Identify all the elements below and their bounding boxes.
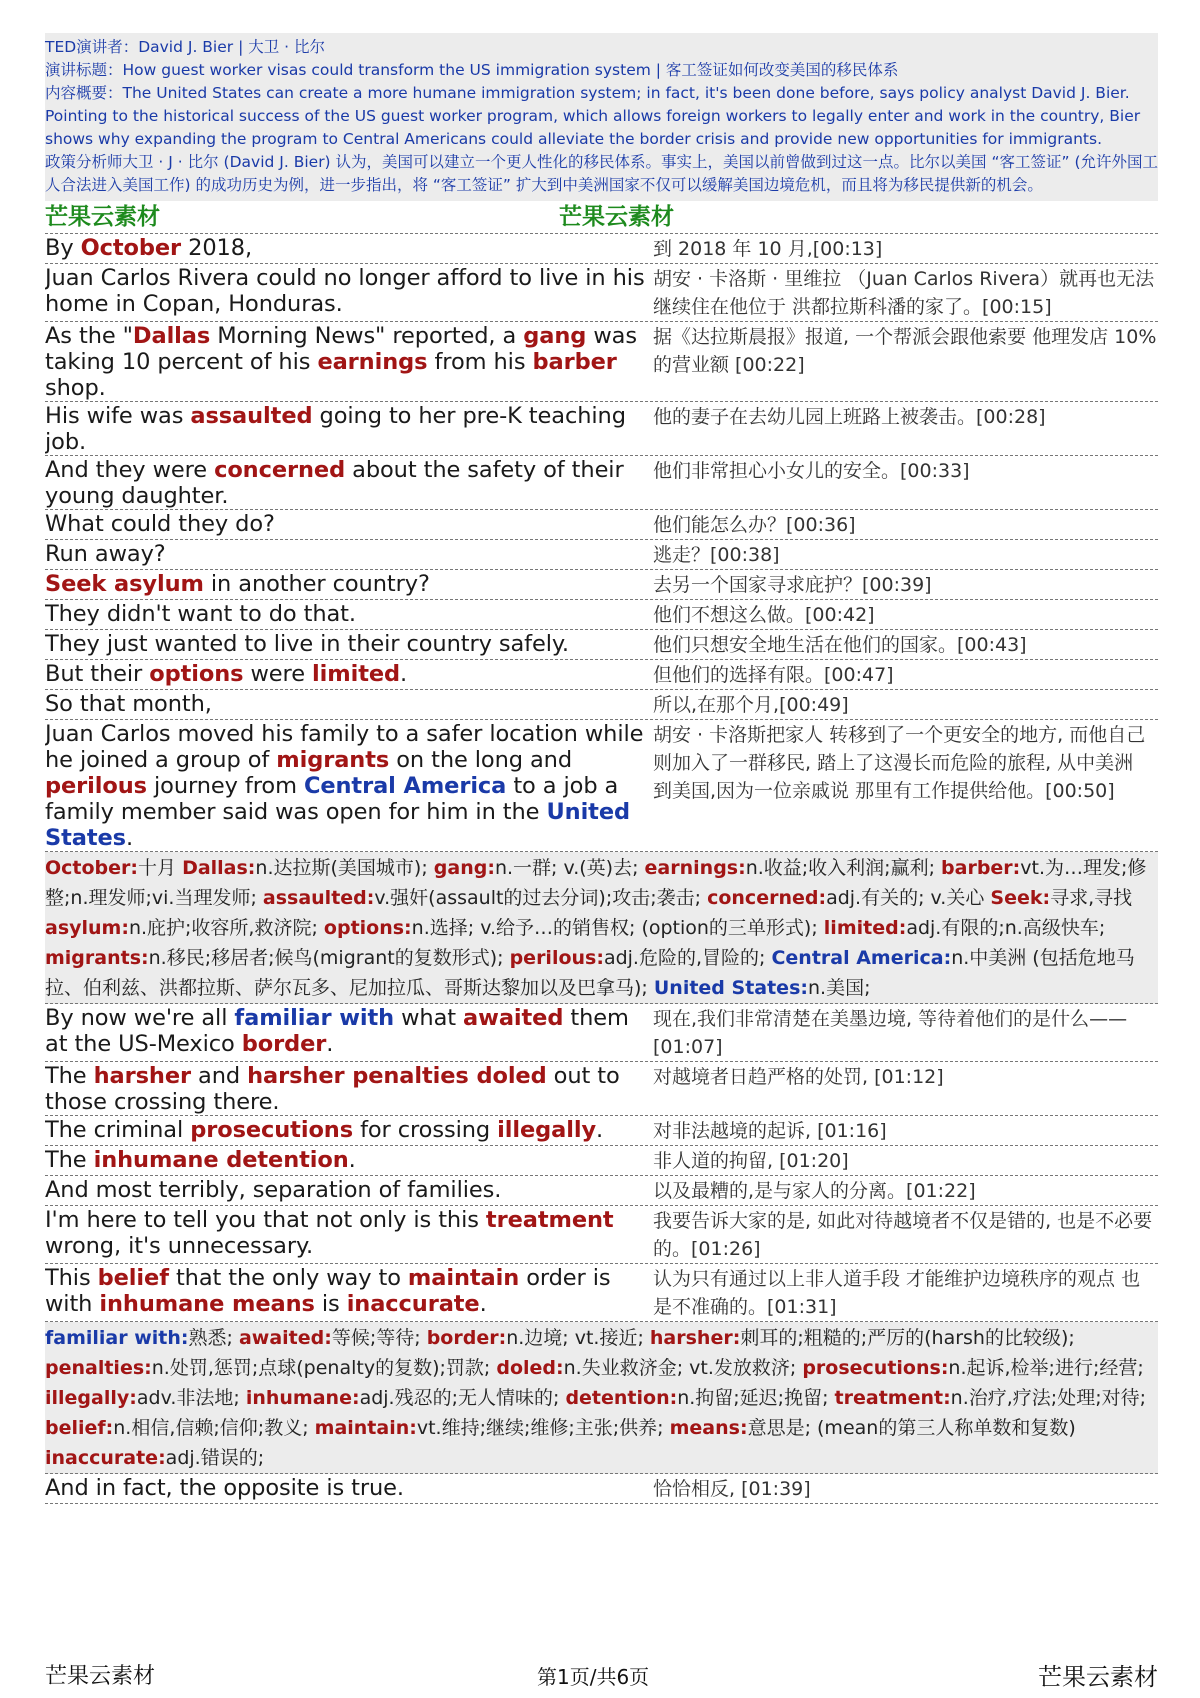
vocab-definition: adj.残忍的;无人情味的; xyxy=(359,1387,566,1409)
english-line xyxy=(45,402,653,455)
highlighted-word: Seek asylum xyxy=(45,571,204,597)
chinese-translation: 他的妻子在去幼儿园上班路上被袭击。[00:28] xyxy=(653,406,1046,428)
english-line xyxy=(45,690,653,719)
english-text: order is with xyxy=(45,1265,611,1317)
chinese-translation: 所以,在那个月,[00:49] xyxy=(653,694,849,716)
english-line xyxy=(45,264,653,321)
english-line xyxy=(45,630,653,659)
vocab-term: assaulted: xyxy=(262,887,375,909)
highlighted-word: inhumane detention xyxy=(93,1147,349,1173)
english-text: The xyxy=(45,1063,94,1089)
vocab-definition: adj.有关的; v.关心 xyxy=(826,887,991,909)
vocab-term: prosecutions: xyxy=(802,1357,949,1379)
transcript-row xyxy=(45,1474,1158,1504)
chinese-translation: 对越境者日趋严格的处罚, [01:12] xyxy=(653,1066,944,1088)
highlighted-word: gang xyxy=(523,323,587,349)
vocab-definition: n.拘留;延迟;挽留; xyxy=(677,1387,835,1409)
vocab-term-proper: Central America: xyxy=(771,947,952,969)
vocab-term: Dallas: xyxy=(182,857,256,879)
vocab-term: detention: xyxy=(565,1387,678,1409)
vocab-definition: 寻求,寻找 xyxy=(1050,887,1133,909)
transcript-row xyxy=(45,264,1158,322)
english-text: So that month, xyxy=(45,691,212,717)
english-text: His wife was xyxy=(45,403,191,429)
highlighted-word: border xyxy=(241,1031,327,1057)
chinese-translation: 对非法越境的起诉, [01:16] xyxy=(653,1120,887,1142)
vocab-term: means: xyxy=(669,1417,748,1439)
transcript-row xyxy=(45,1206,1158,1264)
chinese-translation: 现在,我们非常清楚在美墨边境, 等待着他们的是什么——[01:07] xyxy=(653,1008,1128,1058)
english-text: was taking 10 percent of his xyxy=(45,323,637,375)
english-line xyxy=(45,1146,653,1175)
vocab-definition: n.治疗,疗法;处理;对待; xyxy=(950,1387,1146,1409)
vocab-definition: v.强奸(assault的过去分词);攻击;袭击; xyxy=(374,887,708,909)
english-text: Juan Carlos moved his family to a safer location while he joined a group of xyxy=(45,721,644,773)
english-text: from his xyxy=(427,349,533,375)
highlighted-word: migrants xyxy=(276,747,390,773)
talk-info-header xyxy=(45,33,1158,201)
transcript-row xyxy=(45,570,1158,600)
english-text: But their xyxy=(45,661,150,687)
vocab-term: perilous: xyxy=(509,947,604,969)
highlighted-word: maintain xyxy=(407,1265,520,1291)
vocab-definition: 意思是; (mean的第三人称单数和复数) xyxy=(747,1417,1076,1439)
english-line xyxy=(45,1264,653,1321)
english-text: shop. xyxy=(45,375,106,401)
english-line xyxy=(45,720,653,851)
english-text: This xyxy=(45,1265,98,1291)
highlighted-word: illegally xyxy=(497,1117,597,1143)
vocab-definition: adv.非法地; xyxy=(136,1387,246,1409)
english-line xyxy=(45,600,653,629)
transcript-row xyxy=(45,510,1158,540)
footer-watermark-left: 芒果云素材 xyxy=(45,1664,156,1689)
english-text: By now we're all xyxy=(45,1005,235,1031)
highlighted-word: assaulted xyxy=(190,403,313,429)
chinese-translation: 认为只有通过以上非人道手段 才能维护边境秩序的观点 也是不准确的。[01:31] xyxy=(653,1268,1141,1318)
summary-zh: 政策分析师大卫 · J · 比尔 (David J. Bier) 认为，美国可以建立一个更人性化的移民体系。事实上，美国以前曾做到过这一点。比尔以美国 “客工签证” (允许外国工人合法进入美国工作) 的成功历史为例，进一步指出，将 “客工签证” 扩大到中美洲国家不仅可以缓解美国边境危机，而且将为移民提供新的机会。 xyxy=(45,153,1158,194)
vocab-term: options: xyxy=(323,917,412,939)
highlighted-proper-noun: United States xyxy=(45,799,631,851)
vocab-definition: n.美国; xyxy=(807,977,871,999)
watermark-left: 芒果云素材 xyxy=(45,204,160,230)
english-text: them at the US-Mexico xyxy=(45,1005,629,1057)
english-text: to a job a family member said was open for him in the xyxy=(45,773,619,825)
transcript-row xyxy=(45,1116,1158,1146)
vocab-definition: 熟悉; xyxy=(188,1327,239,1349)
summary-en: 内容概要：The United States can create a more humane immigration system; in fact, it's been done before, says policy analyst David J. Bier. Pointing to the historical success of the US guest worker program, which allows foreign workers to legally enter and work in the country, Bier shows why expanding the program to Central Americans could alleviate the border crisis and provide new opportunities for immigrants. xyxy=(45,84,1141,148)
transcript-row xyxy=(45,1264,1158,1322)
english-text: They didn't want to do that. xyxy=(45,601,356,627)
transcript-section-3 xyxy=(45,1474,1158,1504)
transcript-row xyxy=(45,540,1158,570)
vocab-term: Seek: xyxy=(990,887,1051,909)
english-text: . xyxy=(125,825,134,851)
vocab-term: asylum: xyxy=(45,917,129,939)
vocab-term: penalties: xyxy=(45,1357,152,1379)
chinese-translation: 他们不想这么做。[00:42] xyxy=(653,604,875,626)
english-line xyxy=(45,1176,653,1205)
vocab-term: inaccurate: xyxy=(45,1447,166,1469)
highlighted-word: harsher xyxy=(93,1063,191,1089)
vocab-definition: n.选择; v.给予…的销售权; (option的三单形式); xyxy=(411,917,824,939)
english-line xyxy=(45,1116,653,1145)
english-text: about the safety of their young daughter. xyxy=(45,457,624,509)
english-text: The xyxy=(45,1147,94,1173)
english-text: were xyxy=(243,661,313,687)
chinese-translation: 胡安 · 卡洛斯把家人 转移到了一个更安全的地方, 而他自己则加入了一群移民, 踏上了这漫长而危险的旅程, 从中美洲 到美国,因为一位亲戚说 那里有工作提供给他。[00:50] xyxy=(653,724,1146,802)
english-line xyxy=(45,660,653,689)
transcript-row xyxy=(45,234,1158,264)
vocab-definition: n.收益;收入利润;赢利; xyxy=(745,857,942,879)
chinese-translation: 以及最糟的,是与家人的分离。[01:22] xyxy=(653,1180,976,1202)
english-text: They just wanted to live in their country safely. xyxy=(45,631,569,657)
english-text: And in fact, the opposite is true. xyxy=(45,1475,404,1501)
vocab-term: concerned: xyxy=(707,887,827,909)
vocab-definition: vt.为…理发;修整;n.理发师;vi.当理发师; xyxy=(45,857,1147,909)
chinese-translation: 我要告诉大家的是, 如此对待越境者不仅是错的, 也是不必要的。[01:26] xyxy=(653,1210,1153,1260)
vocab-definition: n.边境; vt.接近; xyxy=(506,1327,650,1349)
transcript-row xyxy=(45,600,1158,630)
vocabulary-box-2 xyxy=(45,1322,1158,1474)
transcript-row xyxy=(45,1062,1158,1116)
highlighted-word: earnings xyxy=(317,349,428,375)
english-text: what xyxy=(394,1005,464,1031)
highlighted-word: awaited xyxy=(463,1005,564,1031)
english-line xyxy=(45,510,653,539)
english-text: going to her pre-K teaching job. xyxy=(45,403,626,455)
highlighted-word: barber xyxy=(532,349,617,375)
page-footer xyxy=(45,1662,1158,1692)
chinese-translation: 到 2018 年 10 月,[00:13] xyxy=(653,238,883,260)
transcript-row xyxy=(45,630,1158,660)
chinese-translation: 胡安 · 卡洛斯 · 里维拉 （Juan Carlos Rivera）就再也无法 继续住在他位于 洪都拉斯科潘的家了。[00:15] xyxy=(653,268,1155,318)
english-line xyxy=(45,1062,653,1115)
vocab-term: maintain: xyxy=(314,1417,417,1439)
vocab-definition: adj.危险的,冒险的; xyxy=(603,947,772,969)
vocab-definition: n.失业救济金; vt.发放救济; xyxy=(563,1357,803,1379)
chinese-translation: 他们只想安全地生活在他们的国家。[00:43] xyxy=(653,634,1027,656)
vocab-definition: vt.维持;继续;维修;主张;供养; xyxy=(416,1417,670,1439)
highlighted-word: limited xyxy=(312,661,401,687)
highlighted-word: perilous xyxy=(45,773,147,799)
english-text: . xyxy=(479,1291,487,1317)
english-text: out to those crossing there. xyxy=(45,1063,620,1115)
vocab-term: border: xyxy=(426,1327,507,1349)
vocab-term-proper: familiar with: xyxy=(45,1327,189,1349)
english-text: What could they do? xyxy=(45,511,275,537)
english-text: . xyxy=(348,1147,356,1173)
vocab-term: awaited: xyxy=(238,1327,332,1349)
vocab-definition: 等候;等待; xyxy=(331,1327,427,1349)
transcript-row xyxy=(45,322,1158,402)
chinese-translation: 逃走？[00:38] xyxy=(653,544,780,566)
vocab-term: harsher: xyxy=(649,1327,741,1349)
english-text: 2018, xyxy=(181,235,253,261)
english-line xyxy=(45,1206,653,1263)
highlighted-word: Dallas xyxy=(132,323,211,349)
english-text: As the " xyxy=(45,323,133,349)
vocab-definition: n.中美洲 (包括危地马拉、伯利兹、洪都拉斯、萨尔瓦多、尼加拉瓜、哥斯达黎加以及巴拿马); xyxy=(45,947,1135,999)
vocab-term-proper: United States: xyxy=(653,977,808,999)
english-line xyxy=(45,540,653,569)
transcript-row xyxy=(45,1146,1158,1176)
english-text: I'm here to tell you that not only is this xyxy=(45,1207,486,1233)
english-line xyxy=(45,322,653,401)
english-text: . xyxy=(326,1031,334,1057)
english-text: in another country? xyxy=(203,571,430,597)
highlighted-proper-noun: familiar with xyxy=(234,1005,395,1031)
vocab-definition: n.相信,信赖;信仰;教义; xyxy=(113,1417,315,1439)
transcript-row xyxy=(45,1004,1158,1062)
vocab-definition: 十月 xyxy=(138,857,183,879)
vocab-term: October: xyxy=(45,857,139,879)
english-text: Juan Carlos Rivera could no longer afford to live in his home in Copan, Honduras. xyxy=(45,265,645,317)
transcript-row xyxy=(45,660,1158,690)
highlighted-word: concerned xyxy=(214,457,346,483)
highlighted-word: belief xyxy=(97,1265,169,1291)
english-text: wrong, it's unnecessary. xyxy=(45,1233,314,1259)
english-text: And they were xyxy=(45,457,215,483)
vocab-term: limited: xyxy=(823,917,907,939)
vocab-definition: adj.有限的;n.高级快车; xyxy=(906,917,1106,939)
english-text: that the only way to xyxy=(168,1265,408,1291)
transcript-row xyxy=(45,720,1158,852)
vocab-term: belief: xyxy=(45,1417,114,1439)
english-text: journey from xyxy=(146,773,304,799)
highlighted-word: inaccurate xyxy=(346,1291,480,1317)
footer-watermark-right: 芒果云素材 xyxy=(1038,1663,1158,1691)
english-text: and xyxy=(190,1063,248,1089)
english-line xyxy=(45,1004,653,1061)
vocab-term: earnings: xyxy=(644,857,746,879)
highlighted-word: options xyxy=(149,661,244,687)
english-text: on the long and xyxy=(389,747,573,773)
english-text: By xyxy=(45,235,81,261)
document-page xyxy=(45,33,1158,1504)
vocab-definition: n.移民;移居者;候鸟(migrant的复数形式); xyxy=(148,947,510,969)
transcript-section-2 xyxy=(45,1004,1158,1322)
chinese-translation: 他们能怎么办？[00:36] xyxy=(653,514,856,536)
chinese-translation: 去另一个国家寻求庇护？[00:39] xyxy=(653,574,932,596)
vocab-term: illegally: xyxy=(45,1387,137,1409)
english-text: The criminal xyxy=(45,1117,191,1143)
english-line xyxy=(45,1474,653,1503)
highlighted-word: inhumane means xyxy=(99,1291,315,1317)
vocab-term: inhumane: xyxy=(245,1387,360,1409)
english-text: And most terribly, separation of families. xyxy=(45,1177,502,1203)
highlighted-word: harsher penalties doled xyxy=(247,1063,547,1089)
english-line xyxy=(45,234,653,263)
highlighted-word: October xyxy=(80,235,182,261)
vocab-definition: n.达拉斯(美国城市); xyxy=(255,857,434,879)
english-text: for crossing xyxy=(353,1117,498,1143)
page-number: 第1页/共6页 xyxy=(537,1665,650,1689)
vocab-definition: n.一群; v.(英)去; xyxy=(494,857,645,879)
chinese-translation: 恰恰相反, [01:39] xyxy=(653,1478,811,1500)
english-text: Morning News" reported, a xyxy=(210,323,524,349)
watermark-row xyxy=(45,201,1158,234)
speaker-line: TED演讲者：David J. Bier | 大卫 · 比尔 xyxy=(45,38,326,56)
vocab-term: migrants: xyxy=(45,947,149,969)
vocab-definition: n.处罚,惩罚;点球(penalty的复数);罚款; xyxy=(151,1357,497,1379)
highlighted-proper-noun: Central America xyxy=(303,773,507,799)
chinese-translation: 他们非常担心小女儿的安全。[00:33] xyxy=(653,460,970,482)
vocabulary-box-1 xyxy=(45,852,1158,1004)
vocab-term: barber: xyxy=(941,857,1021,879)
english-line xyxy=(45,570,653,599)
transcript-row xyxy=(45,402,1158,456)
vocab-definition: adj.错误的; xyxy=(165,1447,265,1469)
transcript-row xyxy=(45,690,1158,720)
transcript-row xyxy=(45,1176,1158,1206)
vocab-term: doled: xyxy=(496,1357,564,1379)
chinese-translation: 据《达拉斯晨报》报道, 一个帮派会跟他索要 他理发店 10% 的营业额 [00:22] xyxy=(653,326,1157,376)
transcript-row xyxy=(45,456,1158,510)
english-text: is xyxy=(314,1291,347,1317)
watermark-center: 芒果云素材 xyxy=(559,204,674,230)
english-text: Run away? xyxy=(45,541,166,567)
vocab-definition: n.庇护;收容所,救济院; xyxy=(128,917,324,939)
english-line xyxy=(45,456,653,509)
english-text: . xyxy=(400,661,408,687)
vocab-term: gang: xyxy=(433,857,495,879)
chinese-translation: 但他们的选择有限。[00:47] xyxy=(653,664,894,686)
vocab-definition: 刺耳的;粗糙的;严厉的(harsh的比较级); xyxy=(740,1327,1075,1349)
transcript-section-1 xyxy=(45,234,1158,852)
vocab-definition: n.起诉,检举;进行;经营; xyxy=(948,1357,1144,1379)
vocab-term: treatment: xyxy=(834,1387,951,1409)
english-text: . xyxy=(596,1117,604,1143)
highlighted-word: treatment xyxy=(485,1207,614,1233)
highlighted-word: prosecutions xyxy=(190,1117,354,1143)
chinese-translation: 非人道的拘留, [01:20] xyxy=(653,1150,849,1172)
title-line: 演讲标题：How guest worker visas could transform the US immigration system | 客工签证如何改变美国的移民体系 xyxy=(45,61,899,79)
